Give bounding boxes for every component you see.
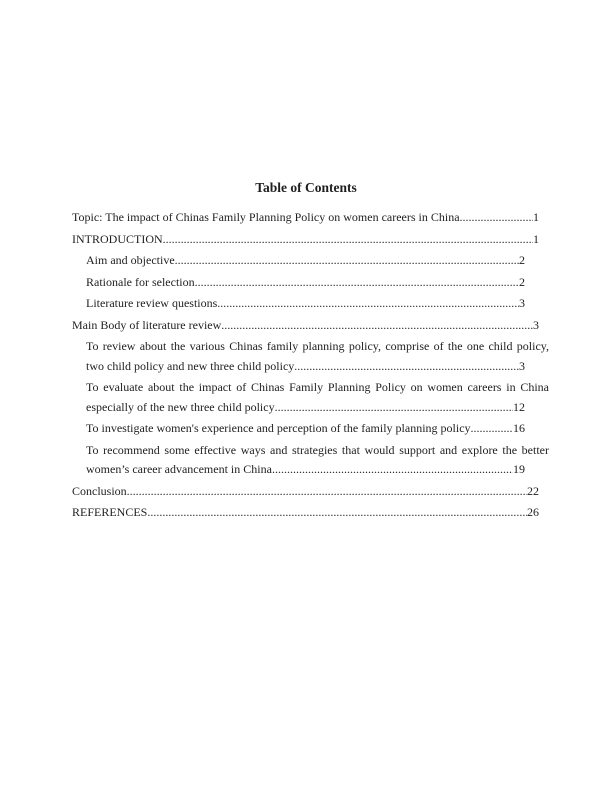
toc-entry-text: especially of the new three child policy xyxy=(86,399,275,414)
toc-entry-text: Rationale for selection xyxy=(86,274,195,289)
page-number: 2 xyxy=(519,253,525,267)
page-number: 2 xyxy=(519,274,525,289)
toc-entry-row xyxy=(86,251,525,271)
toc-entry-row xyxy=(86,398,525,418)
page-number: 1 xyxy=(533,210,539,224)
toc-entry-text: REFERENCES xyxy=(72,505,148,519)
toc-entry-row xyxy=(72,503,539,523)
toc-entry-row xyxy=(86,357,525,377)
page-number: 22 xyxy=(527,483,539,498)
toc-entry-text: Literature review questions xyxy=(86,296,218,310)
dot-leader xyxy=(471,419,513,439)
toc-entry xyxy=(86,441,549,480)
toc-entry-text: Topic: The impact of Chinas Family Planning Policy on women careers in China xyxy=(72,210,460,224)
toc-entry-row xyxy=(72,482,539,502)
toc-entry xyxy=(72,503,539,523)
dot-leader xyxy=(163,230,533,250)
toc-entry-text: Conclusion xyxy=(72,483,127,498)
toc-entry xyxy=(72,230,539,250)
toc-entry-wrap-line: To review about the various Chinas family planning policy, comprise of the one child policy, xyxy=(86,339,549,353)
page-number: 3 xyxy=(519,296,525,310)
toc-entry-text: women’s career advancement in China xyxy=(86,462,272,476)
toc-entry xyxy=(86,273,525,293)
toc-entry-row xyxy=(72,230,539,250)
toc-entry-row xyxy=(72,316,539,336)
toc-entry xyxy=(86,294,525,314)
toc-entry-wrap-line: To evaluate about the impact of Chinas Family Planning Policy on women careers in China xyxy=(86,380,549,394)
toc-entry xyxy=(86,337,549,376)
page-number: 26 xyxy=(527,505,539,519)
toc-entry-row xyxy=(86,294,525,314)
toc-entry xyxy=(86,251,525,271)
page-number: 19 xyxy=(513,462,525,476)
page-number: 16 xyxy=(513,421,525,435)
toc-entry xyxy=(72,208,539,228)
toc-entry-text: To investigate women's experience and perception of the family planning policy xyxy=(86,421,471,435)
dot-leader xyxy=(217,294,519,314)
dot-leader xyxy=(127,482,527,502)
toc-entry-row xyxy=(86,273,525,293)
dot-leader xyxy=(272,460,513,480)
toc-entry-text: Aim and objective xyxy=(86,253,175,267)
toc-entry-row xyxy=(86,419,525,439)
toc-entry xyxy=(72,482,539,502)
toc-entry-text: Main Body of literature review xyxy=(72,317,222,332)
dot-leader xyxy=(460,208,533,228)
page-number: 3 xyxy=(519,358,525,373)
toc-entry xyxy=(72,316,539,336)
toc-entry xyxy=(86,378,549,417)
page-number: 1 xyxy=(533,231,539,246)
dot-leader xyxy=(275,398,513,418)
dot-leader xyxy=(175,251,519,271)
dot-leader xyxy=(147,503,527,523)
toc-entry-text: INTRODUCTION xyxy=(72,231,163,246)
toc-entry-wrap-line: To recommend some effective ways and strategies that would support and explore the better xyxy=(86,442,549,457)
toc-entry-text: two child policy and new three child policy xyxy=(86,358,295,373)
page-number: 3 xyxy=(533,317,539,332)
toc-list xyxy=(0,208,612,523)
dot-leader xyxy=(294,357,519,377)
toc-entry-row xyxy=(86,460,525,480)
dot-leader xyxy=(195,273,519,293)
toc-title: Table of Contents xyxy=(255,180,357,195)
toc-entry xyxy=(86,419,525,439)
toc-entry-row xyxy=(72,208,539,228)
dot-leader xyxy=(221,316,533,336)
page-number: 12 xyxy=(513,399,525,414)
